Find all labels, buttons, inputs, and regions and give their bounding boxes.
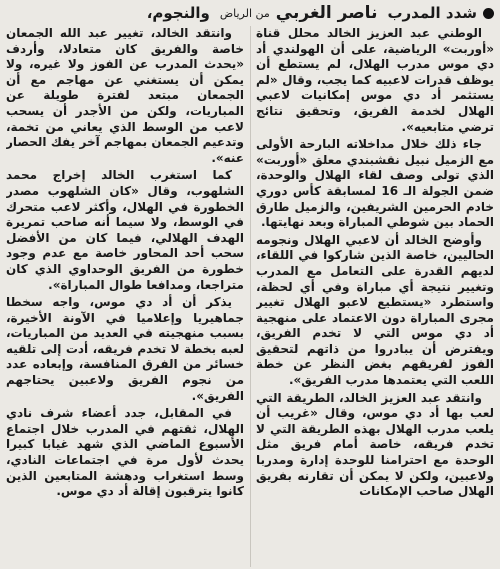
right-column: [256, 26, 494, 567]
byline-author: ناصر الغربي: [275, 3, 378, 23]
paragraph: كما استغرب الخالد إخراج محمد الشلهوب، وقال «كان الشلهوب مصدر الخطورة في الهلال، وأكثر لاعب متحرك في الوسط، ولا سيما أنه صاحب تمريرة الهدف الهلالي، فيما كان من الأفضل سحب أحد المحاور خاصة مع عدم وجود خطورة من الفريق الوحداوي الذي كان متراجعا، ومدافعا طوال المباراة».: [6, 168, 244, 292]
paragraph: جاء ذلك خلال مداخلاته البارحة الأولى مع الزميل نبيل نقشبندي معلق «أوربت» الذي تولى وصف لقاء الهلال والوحدة، ضمن الجولة الـ 16 لمسابقة كأس دوري خادم الحرمين الشريفين، والزميل طارق الحماد بين شوطي المباراة وبعد نهايتها.: [256, 137, 494, 230]
paragraph: يذكر أن أد دي موس، واجه سخطا جماهيريا وإعلاميا في الآونة الأخيرة، بسبب منهجيته في العديد من المباريات، لعبه بخطة لا تخدم فريقه، أدت إلى تلقيه خسائر من الفرق المنافسة، وإبعاده عدد من نجوم الفريق ولاعبين يحتاجهم الفريق».: [6, 295, 244, 403]
bullet-icon: [483, 8, 494, 19]
paragraph: وانتقد الخالد، تغيير عبد الله الجمعان خاصة والفريق كان متعادلا، وأردف «يحدث المدرب عن الفوز ولا غيره، ولا يمكن أن يستغني عن مهاجم مع أن الجمعان مبتعد لفترة طويلة عن المباريات، ولكن من الأجدر أن يسحب لاعب من الوسط الذي يعاني من تخمة، وتدعيم الجمعان بمهاجم آخر يفك الحصار عنه».: [6, 26, 244, 165]
article-columns: [6, 26, 494, 567]
paragraph: في المقابل، جدد أعضاء شرف نادي الهلال، ثقتهم في المدرب خلال اجتماع الأسبوع الماضي الذي شهد غيابا كبيرا يحدث لأول مرة في اجتماعات النادي، وسط استغراب ودهشة المتابعين الذين كانوا يترقبون إقالة أد دي موس.: [6, 406, 244, 499]
headline-part-1: شدد المدرب: [387, 4, 477, 22]
article-header: [6, 2, 494, 24]
byline-location: من الرياض: [219, 6, 270, 20]
headline-part-2: والنجوم،: [146, 4, 210, 22]
paragraph: الوطني عبد العزيز الخالد محلل قناة «أوربت» الرياضية، على أن الهولندي أد دي موس مدرب الهلال، لم يستطع أن يوظف قدرات لاعبيه كما يجب، وقال «لم يستثمر أد دي موس إمكانيات لاعبي الهلال لخدمة الفريق، وتحقيق نتائج ترضي متابعيه».: [256, 26, 494, 134]
left-column: [6, 26, 244, 567]
byline: [220, 3, 378, 23]
paragraph: وانتقد عبد العزيز الخالد، الطريقة التي لعب بها أد دي موس، وقال «غريب أن يلعب مدرب الهلال بهذه الطريقة التي لا تخدم فريقه، خاصة أمام فريق مثل الوحدة مع احترامنا للوحدة إدارة ومدربا ولاعبين، ولكن لا يمكن أن تقارنه بفريق الهلال صاحب الإمكانات: [256, 390, 494, 499]
paragraph: وأوضح الخالد أن لاعبي الهلال ونجومه الحاليين، خاصة الذين شاركوا في اللقاء، لديهم القدرة على التعامل مع المدرب وتغيير نتيجة أي مباراة وفي أي لحظة، واستطرد «يستطيع لاعبو الهلال تغيير مجرى المباراة دون الاعتماد على منهجية أد دي موس التي لا تخدم الفريق، ويفترض أن يبادروا من ذاتهم لتحقيق الفوز لفريقهم بغض النظر عن خطة اللعب التي يعتمدها مدرب الفريق».: [256, 232, 494, 388]
